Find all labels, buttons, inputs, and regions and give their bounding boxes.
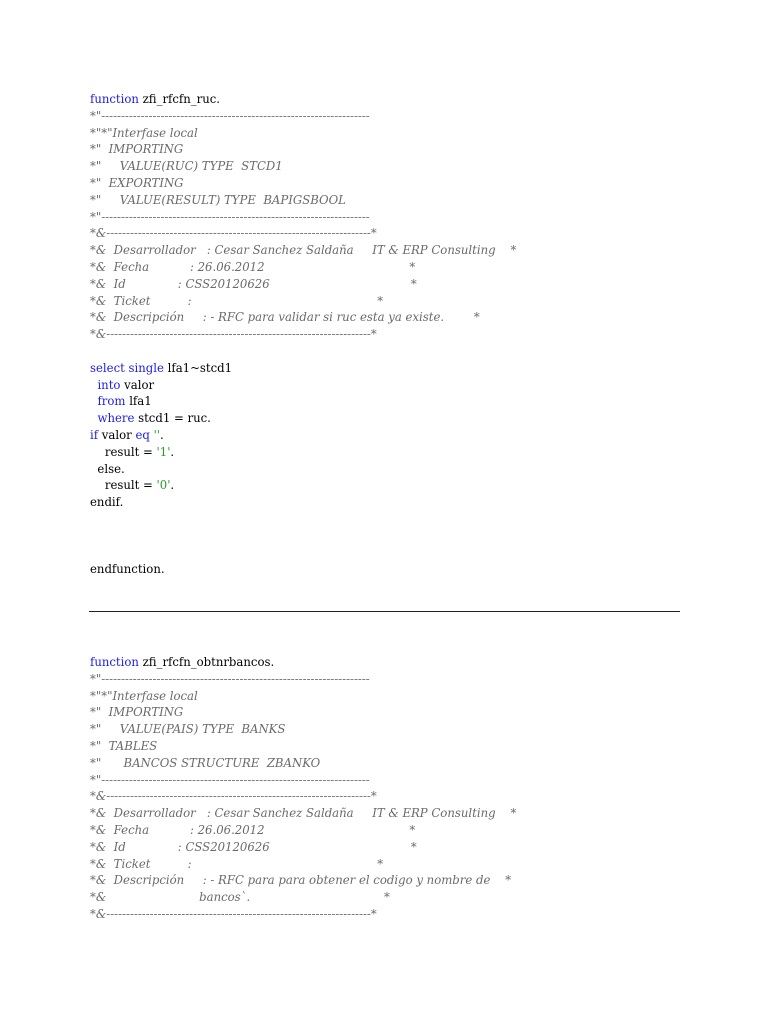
code-line: [90, 242, 516, 259]
code-line: [90, 822, 516, 839]
code-line: [90, 175, 516, 192]
code-line: [90, 326, 516, 343]
code-line: [90, 393, 516, 410]
code-text: result =: [90, 444, 157, 459]
code-line: [90, 141, 516, 158]
code-line: [90, 494, 516, 511]
comment: *" BANCOS STRUCTURE ZBANKO: [90, 755, 321, 770]
comment: *"*"Interfase local: [90, 688, 198, 703]
comment: *" TABLES: [90, 738, 158, 753]
comment: *" EXPORTING: [90, 175, 184, 190]
comment: *& bancos`. *: [90, 890, 390, 905]
code-line: [90, 839, 516, 856]
comment: *&-------------------------------------------------------------------*: [90, 789, 377, 804]
code-line: [90, 654, 516, 671]
code-text: lfa1: [125, 394, 152, 409]
code-line: [90, 360, 516, 377]
comment: *& Descripción : - RFC para validar si ruc esta ya existe. *: [90, 310, 480, 325]
keyword: from: [97, 394, 126, 409]
comment: *"--------------------------------------------------------------------: [90, 671, 370, 686]
string-literal: '0': [156, 478, 171, 493]
code-text: .: [170, 478, 175, 493]
code-line: [90, 528, 516, 545]
comment: *"--------------------------------------------------------------------: [90, 209, 370, 224]
code-block-ruc: [90, 91, 516, 578]
code-line: [90, 721, 516, 738]
code-line: [90, 427, 516, 444]
code-text: endfunction.: [90, 562, 165, 577]
code-line: [90, 444, 516, 461]
comment: *" VALUE(RESULT) TYPE BAPIGSBOOL: [90, 192, 346, 207]
code-line: [90, 343, 516, 360]
code-text: endif.: [90, 495, 124, 510]
string-literal: '': [153, 427, 161, 442]
code-block-obtnrbancos: [90, 654, 516, 923]
code-line: [90, 872, 516, 889]
keyword: function: [90, 92, 139, 106]
comment: *&-------------------------------------------------------------------*: [90, 327, 377, 342]
code-line: [90, 410, 516, 427]
code-text: else.: [90, 461, 125, 476]
code-line: [90, 225, 516, 242]
comment: *" IMPORTING: [90, 705, 184, 720]
comment: *" VALUE(PAIS) TYPE BANKS: [90, 722, 286, 737]
code-line: [90, 309, 516, 326]
keyword: if: [90, 427, 99, 442]
code-line: [90, 688, 516, 705]
code-line: [90, 158, 516, 175]
code-line: [90, 561, 516, 578]
page-separator: [89, 611, 680, 612]
keyword: select single: [90, 360, 164, 375]
code-text: valor: [98, 427, 136, 442]
keyword: function: [90, 655, 139, 669]
code-line: [90, 259, 516, 276]
comment: *& Ticket : *: [90, 856, 384, 871]
code-line: [90, 293, 516, 310]
code-line: [90, 738, 516, 755]
code-line: [90, 805, 516, 822]
code-line: [90, 91, 516, 108]
keyword: eq: [135, 427, 150, 442]
code-text: zfi_rfcfn_ruc.: [138, 92, 220, 106]
code-text: stcd1 = ruc.: [134, 411, 211, 426]
comment: *& Desarrollador : Cesar Sanchez Saldaña IT & ERP Consulting *: [90, 243, 517, 258]
code-line: [90, 209, 516, 226]
comment: *& Desarrollador : Cesar Sanchez Saldaña IT & ERP Consulting *: [90, 806, 517, 821]
keyword: where: [97, 411, 135, 426]
comment: *& Descripción : - RFC para para obtener el codigo y nombre de *: [90, 873, 512, 888]
comment: *& Id : CSS20120626 *: [90, 839, 417, 854]
comment: *& Fecha : 26.06.2012 *: [90, 822, 416, 837]
code-line: [90, 477, 516, 494]
code-line: [90, 772, 516, 789]
code-text: valor: [120, 377, 155, 392]
code-line: [90, 788, 516, 805]
code-line: [90, 461, 516, 478]
code-text: lfa1~stcd1: [163, 360, 233, 375]
comment: *&-------------------------------------------------------------------*: [90, 906, 377, 921]
code-line: [90, 511, 516, 528]
code-line: [90, 545, 516, 562]
code-text: zfi_rfcfn_obtnrbancos.: [138, 655, 275, 669]
code-line: [90, 192, 516, 209]
comment: *"--------------------------------------------------------------------: [90, 108, 370, 123]
code-line: [90, 704, 516, 721]
code-line: [90, 125, 516, 142]
code-line: [90, 276, 516, 293]
code-line: [90, 377, 516, 394]
comment: *& Id : CSS20120626 *: [90, 276, 417, 291]
comment: *& Ticket : *: [90, 293, 384, 308]
code-line: [90, 755, 516, 772]
keyword: into: [97, 377, 121, 392]
comment: *&-------------------------------------------------------------------*: [90, 226, 377, 241]
code-line: [90, 889, 516, 906]
comment: *" IMPORTING: [90, 142, 184, 157]
comment: *" VALUE(RUC) TYPE STCD1: [90, 159, 283, 174]
code-text: .: [160, 427, 164, 442]
comment: *"--------------------------------------------------------------------: [90, 772, 370, 787]
code-line: [90, 856, 516, 873]
code-text: result =: [90, 478, 157, 493]
code-line: [90, 108, 516, 125]
code-text: .: [170, 444, 175, 459]
code-line: [90, 671, 516, 688]
code-line: [90, 906, 516, 923]
comment: *& Fecha : 26.06.2012 *: [90, 259, 416, 274]
comment: *"*"Interfase local: [90, 125, 198, 140]
string-literal: '1': [156, 444, 171, 459]
